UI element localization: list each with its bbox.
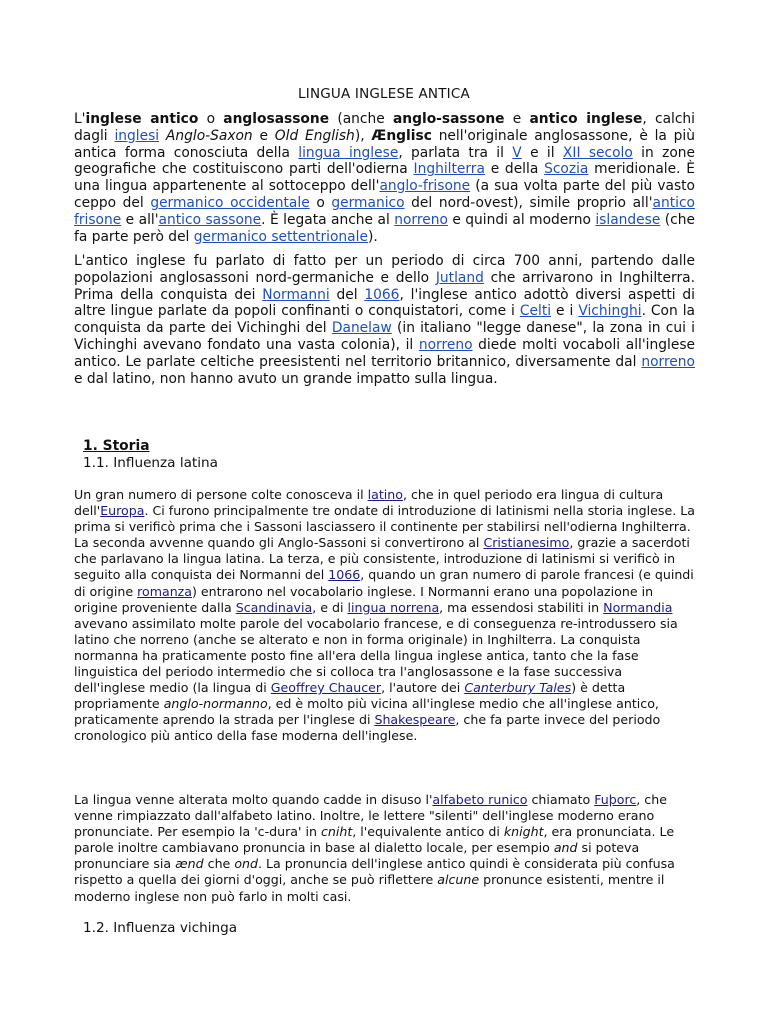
link-normandia[interactable]: Normandia <box>603 599 673 615</box>
link-antico-sassone[interactable]: antico sassone <box>158 211 262 228</box>
link-v-secolo[interactable]: V <box>512 144 522 161</box>
link-jutland[interactable]: Jutland <box>435 269 484 286</box>
link-norreno[interactable]: norreno <box>394 211 448 228</box>
heading-storia: 1. Storia <box>83 438 150 454</box>
link-1066[interactable]: 1066 <box>364 286 400 303</box>
link-germanico-settentrionale[interactable]: germanico settentrionale <box>193 228 368 245</box>
link-norreno[interactable]: norreno <box>641 353 695 370</box>
link-scozia[interactable]: Scozia <box>544 161 589 178</box>
link-geoffrey-chaucer[interactable]: Geoffrey Chaucer <box>270 680 382 696</box>
document-title: LINGUA INGLESE ANTICA <box>298 86 470 102</box>
link-1066[interactable]: 1066 <box>328 567 361 583</box>
paragraph-influenza-latina: Un gran numero di persone colte conosceva il latino, che in quel periodo era lingua di cultura dell'Europa. Ci furono principalmente tre ondate di introduzione di latinismi nella storia inglese. La prima si verificò prima che i Sassoni lasciassero il continente per stabilirsi nell'odierna Inghilterra. La seconda avvenne quando gli Anglo-Sassoni si convertirono al Cristianesimo, grazie a sacerdoti che parlavano la lingua latina. La terza, e più consistente, introduzione di latinismi si verificò in seguito alla conquista dei Normanni del 1066, quando un gran numero di parole francesi (e quindi di origine romanza) entrarono nel vocabolario inglese. I Normanni erano una popolazione in origine proveniente dalla Scandinavia, e di lingua norrena, ma essendosi stabiliti in Normandia avevano assimilato molte parole del vocabolario francese, e di conseguenza re-introdussero sia latino che norreno (anche se alterato e non in forma originale) in Inghilterra. La conquista normanna ha praticamente posto fine all'era della lingua inglese antica, tanto che la fase linguistica del periodo intermedio che si colloca tra l'anglosassone e la fase successiva dell'inglese medio (la lingua di Geoffrey Chaucer, l'autore dei Canterbury Tales) è detta propriamente anglo-normanno, ed è molto più vicina all'inglese medio che all'inglese antico, praticamente aprendo la strada per l'inglese di Shakespeare, che fa parte invece del periodo cronologico più antico della fase moderna dell'inglese. <box>74 487 695 744</box>
link-vichinghi[interactable]: Vichinghi <box>578 303 642 320</box>
link-latino[interactable]: latino <box>367 487 403 502</box>
link-alfabeto-runico[interactable]: alfabeto runico <box>432 792 528 807</box>
link-europa[interactable]: Europa <box>100 503 145 519</box>
heading-influenza-vichinga: 1.2. Influenza vichinga <box>83 920 238 936</box>
link-lingua-norrena[interactable]: lingua norrena <box>347 599 440 615</box>
paragraph-intro: L'inglese antico o anglosassone (anche anglo-sassone e antico inglese, calchi dagli inglesi Anglo-Saxon e Old English), Ænglisc nell'originale anglosassone, è la più antica forma conosciuta della lingua inglese, parlata tra il V e il XII secolo in zone geografiche che costituiscono parti dell'odierna Inghilterra e della Scozia meridionale. È una lingua appartenente al sottoceppo dell'anglo-frisone (a sua volta parte del più vasto ceppo del germanico occidentale o germanico del nord-ovest), simile proprio all'antico frisone e all'antico sassone. È legata anche al norreno e quindi al moderno islandese (che fa parte però del germanico settentrionale). <box>74 111 696 245</box>
link-islandese[interactable]: islandese <box>595 211 661 228</box>
link-xii-secolo[interactable]: XII secolo <box>562 144 633 161</box>
link-scandinavia[interactable]: Scandinavia <box>235 599 313 615</box>
link-canterbury-tales[interactable]: Canterbury Tales <box>464 680 572 696</box>
link-inglesi[interactable]: inglesi <box>114 127 160 144</box>
link-shakespeare[interactable]: Shakespeare <box>374 712 456 728</box>
link-germanico-occidentale[interactable]: germanico occidentale <box>150 194 310 211</box>
paragraph-history-overview: L'antico inglese fu parlato di fatto per un periodo di circa 700 anni, partendo dalle popolazioni anglosassoni nord-germaniche e dello Jutland che arrivarono in Inghilterra. Prima della conquista dei Normanni del 1066, l'inglese antico adottò diversi aspetti di altre lingue parlate da popoli confinanti o conquistatori, come i Celti e i Vichinghi. Con la conquista da parte dei Vichinghi del Danelaw (in italiano "legge danese", la zona in cui i Vichinghi avevano fondato una vasta colonia), il norreno diede molti vocaboli all'inglese antico. Le parlate celtiche preesistenti nel territorio britannico, diversamente dal norreno e dal latino, non hanno avuto un grande impatto sulla lingua. <box>74 253 696 387</box>
link-celti[interactable]: Celti <box>519 303 552 320</box>
link-inghilterra[interactable]: Inghilterra <box>413 161 485 178</box>
link-cristianesimo[interactable]: Cristianesimo <box>483 535 570 551</box>
link-lingua-inglese[interactable]: lingua inglese <box>298 144 399 161</box>
link-romanza[interactable]: romanza <box>137 583 193 599</box>
link-germanico[interactable]: germanico <box>331 194 405 211</box>
paragraph-alfabeto: La lingua venne alterata molto quando cadde in disuso l'alfabeto runico chiamato Fuþorc, che venne rimpiazzato dall'alfabeto latino. Inoltre, le lettere "silenti" dell'inglese moderno erano pronunciate. Per esempio la 'c-dura' in cniht, l'equivalente antico di knight, era pronunciata. Le parole inoltre cambiavano pronuncia in base al dialetto locale, per esempio and si poteva pronunciare sia ænd che ond. La pronuncia dell'inglese antico quindi è considerata più confusa rispetto a quella dei giorni d'oggi, anche se può riflettere alcune pronunce esistenti, mentre il moderno inglese non può farlo in molti casi. <box>74 792 675 904</box>
link-antico-frisone[interactable]: antico frisone <box>74 194 695 228</box>
link-danelaw[interactable]: Danelaw <box>331 320 392 337</box>
link-futhorc[interactable]: Fuþorc <box>594 792 637 807</box>
heading-influenza-latina: 1.1. Influenza latina <box>83 455 218 471</box>
link-normanni[interactable]: Normanni <box>262 286 330 303</box>
link-norreno[interactable]: norreno <box>418 336 473 353</box>
link-anglo-frisone[interactable]: anglo-frisone <box>379 178 471 195</box>
